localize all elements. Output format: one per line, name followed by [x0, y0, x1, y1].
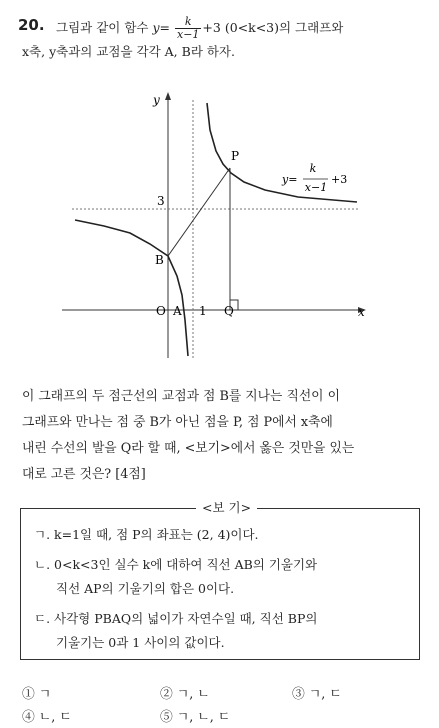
func-tail: +3 (0<k<3)의 그래프와: [202, 20, 344, 35]
asymptote-value-label: 3: [157, 194, 165, 208]
point-a-label: A: [173, 304, 182, 318]
choice-1[interactable]: ① ㄱ: [22, 687, 52, 702]
curve-label-y: y=: [282, 173, 298, 186]
curve-label-numerator: k: [309, 162, 317, 175]
y-axis-label: y: [153, 93, 160, 107]
func-denominator: x−1: [177, 28, 200, 41]
choice-2[interactable]: ② ㄱ, ㄴ: [160, 687, 210, 702]
bogi-item-b: ㄴ. 0<k<3인 실수 k에 대하여 직선 AB의 기울기와: [34, 557, 318, 572]
bogi-title: <보 기>: [196, 500, 257, 516]
description-line: 내린 수선의 발을 Q라 할 때, <보기>에서 옳은 것만을 있는: [22, 441, 355, 456]
bogi-item-a: ㄱ. k=1일 때, 점 P의 좌표는 (2, 4)이다.: [34, 527, 259, 542]
tick-one-label: 1: [199, 304, 207, 318]
curve-label-denominator: x−1: [304, 181, 328, 194]
bogi-item-b-cont: 직선 AP의 기울기의 합은 0이다.: [56, 581, 235, 596]
choice-3[interactable]: ③ ㄱ, ㄷ: [292, 687, 342, 702]
question-number: 20.: [18, 16, 45, 34]
curve-label-tail: +3: [331, 173, 348, 186]
bogi-item-c-cont: 기울기는 0과 1 사이의 값이다.: [56, 635, 225, 650]
stem-text: 그림과 같이 함수: [56, 20, 149, 35]
choice-5[interactable]: ⑤ ㄱ, ㄴ, ㄷ: [160, 710, 231, 725]
description-line: 이 그래프의 두 점근선의 교점과 점 B를 지나는 직선이 이: [22, 389, 340, 404]
x-axis-label: x: [358, 305, 365, 319]
question-description: [22, 384, 422, 488]
choice-4[interactable]: ④ ㄴ, ㄷ: [22, 710, 72, 725]
func-y: y: [152, 20, 160, 35]
line-bp: [168, 168, 230, 256]
point-p-label: P: [231, 149, 240, 163]
point-q-label: Q: [224, 304, 234, 318]
description-line: 대로 고른 것은? [4점]: [22, 467, 146, 482]
point-b-label: B: [155, 253, 164, 267]
func-eq: =: [159, 20, 171, 35]
curve-left-branch: [75, 220, 188, 356]
description-line: 그래프와 만나는 점 중 B가 아닌 점을 P, 점 P에서 x축에: [22, 415, 333, 430]
question-stem-line2: x축, y축과의 교점을 각각 A, B라 하자.: [22, 44, 235, 59]
bogi-item-c: ㄷ. 사각형 PBAQ의 넓이가 자연수일 때, 직선 BP의: [34, 611, 318, 626]
origin-label: O: [156, 304, 166, 318]
func-numerator: k: [184, 15, 192, 28]
y-axis-arrow: [165, 92, 171, 100]
